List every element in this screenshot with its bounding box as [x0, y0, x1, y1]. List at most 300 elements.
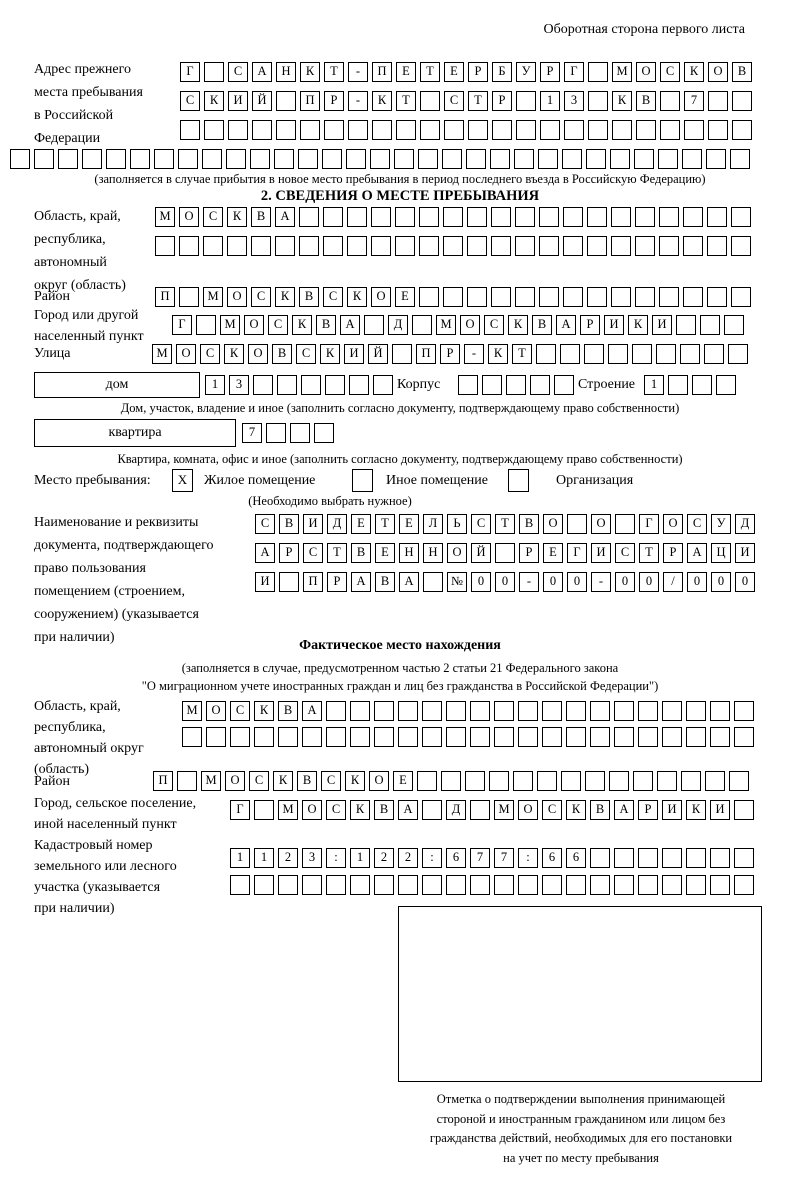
- char-box[interactable]: В: [636, 91, 656, 111]
- char-box[interactable]: [467, 207, 487, 227]
- char-box[interactable]: [323, 236, 343, 256]
- char-box[interactable]: 0: [471, 572, 491, 592]
- char-box[interactable]: И: [255, 572, 275, 592]
- char-box[interactable]: А: [302, 701, 322, 721]
- char-box[interactable]: [230, 875, 250, 895]
- char-box[interactable]: [254, 875, 274, 895]
- char-box[interactable]: [346, 149, 366, 169]
- char-box[interactable]: А: [340, 315, 360, 335]
- char-box[interactable]: К: [292, 315, 312, 335]
- char-box[interactable]: [364, 315, 384, 335]
- char-box[interactable]: И: [591, 543, 611, 563]
- char-box[interactable]: Г: [180, 62, 200, 82]
- char-box[interactable]: [539, 236, 559, 256]
- char-box[interactable]: М: [155, 207, 175, 227]
- char-box[interactable]: О: [227, 287, 247, 307]
- char-box[interactable]: [611, 207, 631, 227]
- char-box[interactable]: [155, 236, 175, 256]
- char-box[interactable]: [443, 236, 463, 256]
- char-box[interactable]: 0: [543, 572, 563, 592]
- char-box[interactable]: А: [687, 543, 707, 563]
- char-box[interactable]: О: [543, 514, 563, 534]
- char-box[interactable]: [467, 287, 487, 307]
- char-box[interactable]: Й: [471, 543, 491, 563]
- char-box[interactable]: [566, 875, 586, 895]
- char-box[interactable]: В: [590, 800, 610, 820]
- char-box[interactable]: [662, 875, 682, 895]
- char-box[interactable]: К: [275, 287, 295, 307]
- char-box[interactable]: [563, 287, 583, 307]
- char-box[interactable]: [446, 875, 466, 895]
- char-box[interactable]: К: [300, 62, 320, 82]
- char-box[interactable]: [441, 771, 461, 791]
- char-box[interactable]: 6: [542, 848, 562, 868]
- char-box[interactable]: О: [708, 62, 728, 82]
- char-box[interactable]: [350, 727, 370, 747]
- char-box[interactable]: Й: [252, 91, 272, 111]
- char-box[interactable]: [419, 287, 439, 307]
- char-box[interactable]: О: [591, 514, 611, 534]
- char-box[interactable]: [130, 149, 150, 169]
- char-box[interactable]: О: [636, 62, 656, 82]
- char-box[interactable]: [373, 375, 393, 395]
- char-box[interactable]: [324, 120, 344, 140]
- char-box[interactable]: [587, 287, 607, 307]
- char-box[interactable]: [314, 423, 334, 443]
- char-box[interactable]: [227, 236, 247, 256]
- char-box[interactable]: [708, 91, 728, 111]
- char-box[interactable]: 1: [230, 848, 250, 868]
- char-box[interactable]: [710, 875, 730, 895]
- char-box[interactable]: [731, 287, 751, 307]
- char-box[interactable]: Н: [423, 543, 443, 563]
- char-box[interactable]: :: [422, 848, 442, 868]
- char-box[interactable]: [371, 207, 391, 227]
- char-box[interactable]: [514, 149, 534, 169]
- char-box[interactable]: А: [614, 800, 634, 820]
- char-box[interactable]: О: [176, 344, 196, 364]
- char-box[interactable]: Г: [230, 800, 250, 820]
- char-box[interactable]: [668, 375, 688, 395]
- char-box[interactable]: [513, 771, 533, 791]
- char-box[interactable]: [684, 120, 704, 140]
- char-box[interactable]: [692, 375, 712, 395]
- char-box[interactable]: С: [228, 62, 248, 82]
- char-box[interactable]: [298, 149, 318, 169]
- char-box[interactable]: [566, 727, 586, 747]
- char-box[interactable]: [587, 207, 607, 227]
- char-box[interactable]: -: [464, 344, 484, 364]
- char-box[interactable]: [563, 207, 583, 227]
- char-box[interactable]: С: [326, 800, 346, 820]
- char-box[interactable]: [686, 701, 706, 721]
- char-box[interactable]: О: [225, 771, 245, 791]
- char-box[interactable]: А: [255, 543, 275, 563]
- char-box[interactable]: 1: [350, 848, 370, 868]
- char-box[interactable]: [468, 120, 488, 140]
- char-box[interactable]: В: [251, 207, 271, 227]
- char-box[interactable]: И: [710, 800, 730, 820]
- char-box[interactable]: [683, 287, 703, 307]
- char-box[interactable]: №: [447, 572, 467, 592]
- char-box[interactable]: Т: [327, 543, 347, 563]
- char-box[interactable]: [442, 149, 462, 169]
- char-box[interactable]: С: [615, 543, 635, 563]
- char-box[interactable]: [275, 236, 295, 256]
- char-box[interactable]: К: [628, 315, 648, 335]
- char-box[interactable]: П: [153, 771, 173, 791]
- char-box[interactable]: [266, 423, 286, 443]
- char-box[interactable]: П: [372, 62, 392, 82]
- char-box[interactable]: [465, 771, 485, 791]
- char-box[interactable]: [491, 236, 511, 256]
- char-box[interactable]: О: [447, 543, 467, 563]
- char-box[interactable]: [299, 236, 319, 256]
- char-box[interactable]: [203, 236, 223, 256]
- char-box[interactable]: [444, 120, 464, 140]
- char-box[interactable]: [494, 875, 514, 895]
- char-box[interactable]: [253, 375, 273, 395]
- char-box[interactable]: [301, 375, 321, 395]
- char-box[interactable]: [446, 701, 466, 721]
- char-box[interactable]: 6: [566, 848, 586, 868]
- char-box[interactable]: [638, 701, 658, 721]
- char-box[interactable]: [515, 236, 535, 256]
- char-box[interactable]: [470, 800, 490, 820]
- char-box[interactable]: В: [299, 287, 319, 307]
- char-box[interactable]: [154, 149, 174, 169]
- char-box[interactable]: Д: [446, 800, 466, 820]
- char-box[interactable]: [398, 701, 418, 721]
- char-box[interactable]: [705, 771, 725, 791]
- char-box[interactable]: С: [203, 207, 223, 227]
- char-box[interactable]: [492, 120, 512, 140]
- char-box[interactable]: Т: [512, 344, 532, 364]
- char-box[interactable]: 0: [687, 572, 707, 592]
- char-box[interactable]: [611, 236, 631, 256]
- char-box[interactable]: [729, 771, 749, 791]
- char-box[interactable]: [422, 727, 442, 747]
- char-box[interactable]: [254, 727, 274, 747]
- char-box[interactable]: [180, 120, 200, 140]
- char-box[interactable]: [299, 207, 319, 227]
- char-box[interactable]: [588, 62, 608, 82]
- char-box[interactable]: [466, 149, 486, 169]
- char-box[interactable]: С: [484, 315, 504, 335]
- char-box[interactable]: [443, 287, 463, 307]
- char-box[interactable]: К: [273, 771, 293, 791]
- char-box[interactable]: С: [296, 344, 316, 364]
- char-box[interactable]: М: [612, 62, 632, 82]
- char-box[interactable]: [683, 207, 703, 227]
- char-box[interactable]: У: [516, 62, 536, 82]
- char-box[interactable]: [707, 236, 727, 256]
- char-box[interactable]: О: [663, 514, 683, 534]
- char-box[interactable]: Р: [638, 800, 658, 820]
- char-box[interactable]: [10, 149, 30, 169]
- char-box[interactable]: Р: [468, 62, 488, 82]
- char-box[interactable]: [681, 771, 701, 791]
- char-box[interactable]: [563, 236, 583, 256]
- char-box[interactable]: В: [374, 800, 394, 820]
- char-box[interactable]: [179, 236, 199, 256]
- char-box[interactable]: Е: [393, 771, 413, 791]
- char-box[interactable]: [467, 236, 487, 256]
- char-box[interactable]: Д: [388, 315, 408, 335]
- char-box[interactable]: О: [248, 344, 268, 364]
- char-box[interactable]: Р: [540, 62, 560, 82]
- char-box[interactable]: Р: [324, 91, 344, 111]
- char-box[interactable]: [394, 149, 414, 169]
- char-box[interactable]: [540, 120, 560, 140]
- char-box[interactable]: [633, 771, 653, 791]
- char-box[interactable]: М: [182, 701, 202, 721]
- char-box[interactable]: [515, 207, 535, 227]
- char-box[interactable]: -: [591, 572, 611, 592]
- char-box[interactable]: 2: [374, 848, 394, 868]
- char-box[interactable]: /: [663, 572, 683, 592]
- char-box[interactable]: [226, 149, 246, 169]
- char-box[interactable]: [518, 875, 538, 895]
- char-box[interactable]: К: [684, 62, 704, 82]
- char-box[interactable]: Т: [495, 514, 515, 534]
- char-box[interactable]: [495, 543, 515, 563]
- char-box[interactable]: Г: [639, 514, 659, 534]
- stay-type-checkbox-other-premises[interactable]: [352, 469, 373, 492]
- char-box[interactable]: [420, 120, 440, 140]
- char-box[interactable]: О: [371, 287, 391, 307]
- char-box[interactable]: [470, 727, 490, 747]
- char-box[interactable]: [734, 875, 754, 895]
- char-box[interactable]: [516, 91, 536, 111]
- char-box[interactable]: [662, 848, 682, 868]
- char-box[interactable]: [228, 120, 248, 140]
- char-box[interactable]: [349, 375, 369, 395]
- char-box[interactable]: С: [200, 344, 220, 364]
- char-box[interactable]: [676, 315, 696, 335]
- char-box[interactable]: [350, 701, 370, 721]
- char-box[interactable]: [300, 120, 320, 140]
- char-box[interactable]: С: [687, 514, 707, 534]
- char-box[interactable]: 1: [644, 375, 664, 395]
- char-box[interactable]: :: [518, 848, 538, 868]
- char-box[interactable]: И: [604, 315, 624, 335]
- char-box[interactable]: О: [369, 771, 389, 791]
- char-box[interactable]: М: [203, 287, 223, 307]
- char-box[interactable]: [347, 236, 367, 256]
- char-box[interactable]: [398, 875, 418, 895]
- char-box[interactable]: К: [254, 701, 274, 721]
- char-box[interactable]: [614, 848, 634, 868]
- char-box[interactable]: [734, 848, 754, 868]
- char-box[interactable]: [660, 91, 680, 111]
- char-box[interactable]: Р: [663, 543, 683, 563]
- char-box[interactable]: [277, 375, 297, 395]
- char-box[interactable]: [204, 62, 224, 82]
- char-box[interactable]: 3: [302, 848, 322, 868]
- char-box[interactable]: [515, 287, 535, 307]
- char-box[interactable]: [412, 315, 432, 335]
- char-box[interactable]: [491, 207, 511, 227]
- char-box[interactable]: Р: [279, 543, 299, 563]
- char-box[interactable]: Р: [519, 543, 539, 563]
- char-box[interactable]: К: [204, 91, 224, 111]
- char-box[interactable]: И: [735, 543, 755, 563]
- char-box[interactable]: И: [303, 514, 323, 534]
- char-box[interactable]: [348, 120, 368, 140]
- char-box[interactable]: И: [344, 344, 364, 364]
- char-box[interactable]: [635, 207, 655, 227]
- char-box[interactable]: [182, 727, 202, 747]
- char-box[interactable]: [542, 727, 562, 747]
- char-box[interactable]: [350, 875, 370, 895]
- char-box[interactable]: С: [660, 62, 680, 82]
- char-box[interactable]: [518, 727, 538, 747]
- char-box[interactable]: [252, 120, 272, 140]
- char-box[interactable]: 1: [205, 375, 225, 395]
- char-box[interactable]: -: [519, 572, 539, 592]
- char-box[interactable]: [734, 800, 754, 820]
- char-box[interactable]: -: [348, 62, 368, 82]
- char-box[interactable]: В: [519, 514, 539, 534]
- char-box[interactable]: [326, 701, 346, 721]
- char-box[interactable]: Р: [327, 572, 347, 592]
- char-box[interactable]: [588, 91, 608, 111]
- char-box[interactable]: [554, 375, 574, 395]
- char-box[interactable]: М: [201, 771, 221, 791]
- char-box[interactable]: К: [566, 800, 586, 820]
- char-box[interactable]: [326, 727, 346, 747]
- char-box[interactable]: [567, 514, 587, 534]
- char-box[interactable]: Н: [276, 62, 296, 82]
- char-box[interactable]: [423, 572, 443, 592]
- char-box[interactable]: [58, 149, 78, 169]
- char-box[interactable]: [491, 287, 511, 307]
- char-box[interactable]: [732, 120, 752, 140]
- char-box[interactable]: 0: [735, 572, 755, 592]
- char-box[interactable]: 3: [564, 91, 584, 111]
- char-box[interactable]: [106, 149, 126, 169]
- char-box[interactable]: [615, 514, 635, 534]
- char-box[interactable]: А: [556, 315, 576, 335]
- char-box[interactable]: [732, 91, 752, 111]
- char-box[interactable]: [278, 875, 298, 895]
- char-box[interactable]: О: [244, 315, 264, 335]
- char-box[interactable]: [659, 236, 679, 256]
- char-box[interactable]: [490, 149, 510, 169]
- char-box[interactable]: [196, 315, 216, 335]
- char-box[interactable]: [530, 375, 550, 395]
- char-box[interactable]: К: [224, 344, 244, 364]
- char-box[interactable]: К: [320, 344, 340, 364]
- char-box[interactable]: [590, 848, 610, 868]
- char-box[interactable]: -: [348, 91, 368, 111]
- char-box[interactable]: [177, 771, 197, 791]
- char-box[interactable]: Й: [368, 344, 388, 364]
- char-box[interactable]: [470, 875, 490, 895]
- char-box[interactable]: [537, 771, 557, 791]
- char-box[interactable]: [417, 771, 437, 791]
- char-box[interactable]: К: [372, 91, 392, 111]
- char-box[interactable]: [734, 701, 754, 721]
- char-box[interactable]: [728, 344, 748, 364]
- char-box[interactable]: [710, 848, 730, 868]
- char-box[interactable]: [634, 149, 654, 169]
- char-box[interactable]: 1: [254, 848, 274, 868]
- char-box[interactable]: М: [494, 800, 514, 820]
- char-box[interactable]: [396, 120, 416, 140]
- char-box[interactable]: 7: [684, 91, 704, 111]
- char-box[interactable]: [374, 875, 394, 895]
- char-box[interactable]: П: [303, 572, 323, 592]
- char-box[interactable]: [590, 701, 610, 721]
- char-box[interactable]: К: [508, 315, 528, 335]
- char-box[interactable]: [506, 375, 526, 395]
- char-box[interactable]: [731, 236, 751, 256]
- char-box[interactable]: С: [249, 771, 269, 791]
- char-box[interactable]: [206, 727, 226, 747]
- char-box[interactable]: [686, 727, 706, 747]
- char-box[interactable]: [731, 207, 751, 227]
- char-box[interactable]: [590, 875, 610, 895]
- char-box[interactable]: 6: [446, 848, 466, 868]
- char-box[interactable]: Ц: [711, 543, 731, 563]
- char-box[interactable]: С: [251, 287, 271, 307]
- char-box[interactable]: [700, 315, 720, 335]
- char-box[interactable]: 0: [567, 572, 587, 592]
- char-box[interactable]: Е: [375, 543, 395, 563]
- char-box[interactable]: О: [518, 800, 538, 820]
- char-box[interactable]: [612, 120, 632, 140]
- char-box[interactable]: С: [268, 315, 288, 335]
- char-box[interactable]: Н: [399, 543, 419, 563]
- char-box[interactable]: [458, 375, 478, 395]
- char-box[interactable]: [395, 236, 415, 256]
- char-box[interactable]: [614, 875, 634, 895]
- char-box[interactable]: [610, 149, 630, 169]
- char-box[interactable]: К: [612, 91, 632, 111]
- char-box[interactable]: [734, 727, 754, 747]
- char-box[interactable]: [539, 207, 559, 227]
- char-box[interactable]: А: [399, 572, 419, 592]
- stay-type-checkbox-residential[interactable]: X: [172, 469, 193, 492]
- char-box[interactable]: Е: [395, 287, 415, 307]
- char-box[interactable]: [657, 771, 677, 791]
- char-box[interactable]: [518, 701, 538, 721]
- char-box[interactable]: 0: [639, 572, 659, 592]
- char-box[interactable]: [636, 120, 656, 140]
- char-box[interactable]: Д: [735, 514, 755, 534]
- char-box[interactable]: 0: [495, 572, 515, 592]
- char-box[interactable]: Т: [375, 514, 395, 534]
- char-box[interactable]: [251, 236, 271, 256]
- char-box[interactable]: [539, 287, 559, 307]
- char-box[interactable]: [560, 344, 580, 364]
- char-box[interactable]: [587, 236, 607, 256]
- char-box[interactable]: [710, 701, 730, 721]
- char-box[interactable]: [716, 375, 736, 395]
- char-box[interactable]: [422, 800, 442, 820]
- char-box[interactable]: С: [471, 514, 491, 534]
- char-box[interactable]: [276, 91, 296, 111]
- char-box[interactable]: [632, 344, 652, 364]
- char-box[interactable]: К: [227, 207, 247, 227]
- char-box[interactable]: [638, 727, 658, 747]
- char-box[interactable]: [708, 120, 728, 140]
- char-box[interactable]: К: [345, 771, 365, 791]
- char-box[interactable]: [250, 149, 270, 169]
- char-box[interactable]: [590, 727, 610, 747]
